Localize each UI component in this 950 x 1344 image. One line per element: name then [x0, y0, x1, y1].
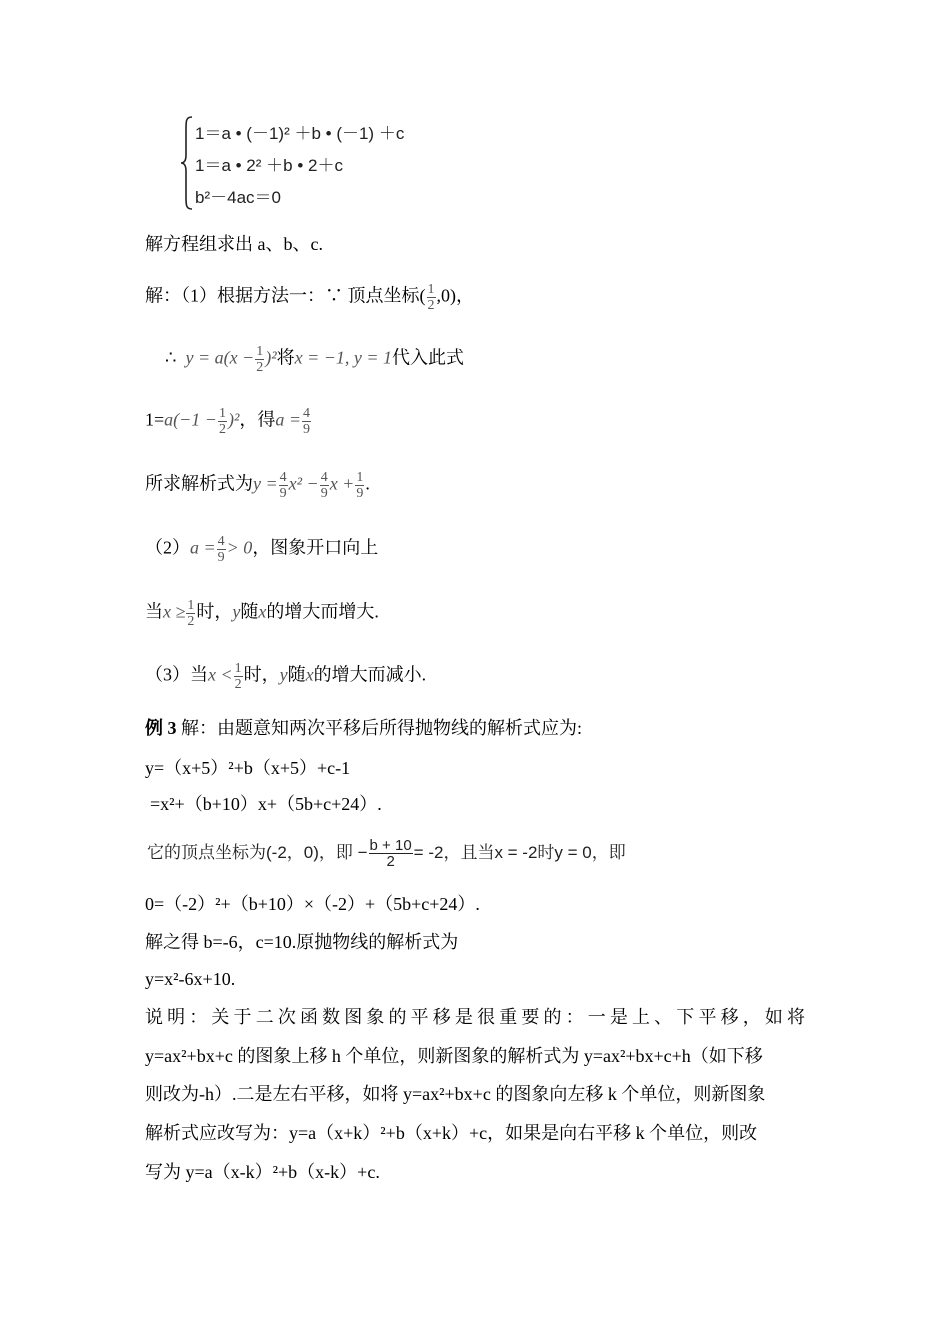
equation-1: 1＝a • (－1)² ＋b • (－1) ＋c [195, 124, 405, 143]
therefore-line: ∴ y = a(x − $\frac{1}{2}$ )²将x = −1, y = 1代入此式 [165, 344, 465, 375]
result-line: 所求解析式为y = $\frac{4}{9}$ x² − $\frac{4}{9}$ x + $\frac{1}{9}$ . [145, 470, 370, 501]
example3-heading: 例 3 解：由题意知两次平移后所得抛物线的解析式应为: [145, 718, 582, 738]
increasing-line: 当x ≥ $\frac{1}{2}$ 时，y随x的增大而增大. [145, 598, 379, 629]
note-line-1: 说明：关于二次函数图象的平移是很重要的：一是上、下平移，如将 [145, 1007, 805, 1027]
zero-line: 0=（-2）²+（b+10）×（-2）+（5b+c+24）. [145, 894, 480, 914]
note-line-5: 写为 y=a（x-k）²+b（x-k）+c. [145, 1162, 380, 1182]
note-line-4: 解析式应改写为：y=a（x+k）²+b（x+k）+c，如果是向右平移 k 个单位，则改 [145, 1123, 758, 1143]
equation-2: 1＝a • 2² ＋b • 2＋c [195, 156, 343, 175]
equation-system [180, 115, 440, 211]
expansion-line-2: =x²+（b+10）x+（5b+c+24）. [150, 794, 382, 814]
vertex-line: 它的顶点坐标为(-2，0)，即 − $\frac{b + 10}{2}$ = -2，且当x = -2时y = 0，即 [147, 837, 626, 870]
fraction-half: $\frac{1}{2}$ [427, 282, 435, 313]
decreasing-line: （3）当x < $\frac{1}{2}$ 时，y随x的增大而减小. [145, 661, 427, 692]
expansion-line-1: y=（x+5）²+b（x+5）+c-1 [145, 758, 351, 778]
note-line-2: y=ax²+bx+c 的图象上移 h 个单位，则新图象的解析式为 y=ax²+bx+c+h（如下移 [145, 1046, 763, 1066]
original-parabola: y=x²-6x+10. [145, 969, 236, 989]
solve-line: 解方程组求出 a、b、c. [145, 234, 323, 254]
brace-icon [180, 115, 194, 211]
part2-line: （2）a = $\frac{4}{9}$ > 0，图象开口向上 [145, 534, 379, 565]
a-solve-line: 1=a(−1 − $\frac{1}{2}$ )²，得a = $\frac{4}{9}$ [145, 406, 310, 437]
solve-bc-line: 解之得 b=-6，c=10.原抛物线的解析式为 [145, 932, 459, 952]
note-line-3: 则改为-h）.二是左右平移，如将 y=ax²+bx+c 的图象向左移 k 个单位，则新图象 [145, 1084, 766, 1104]
equation-3: b²－4ac＝0 [195, 188, 281, 207]
solution-intro: 解：（1）根据方法一：∵ 顶点坐标( $\frac{1}{2}$ ,0)， [145, 282, 474, 313]
